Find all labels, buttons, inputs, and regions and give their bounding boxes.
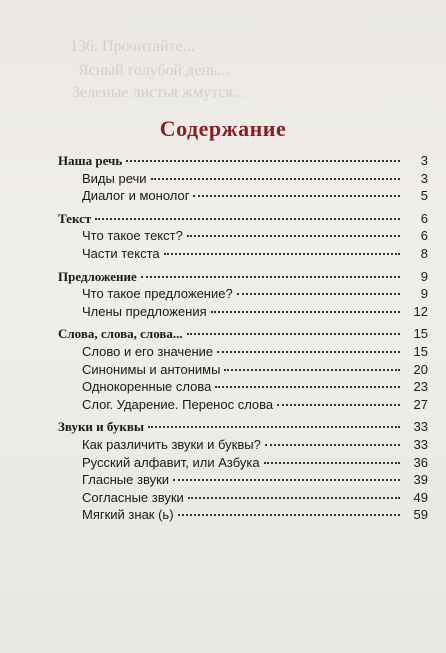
page-number: 49: [413, 489, 428, 505]
page-number: 33: [413, 436, 428, 452]
page-number: 3: [420, 153, 428, 168]
toc-section: [58, 418, 428, 524]
page-number: 39: [413, 472, 428, 488]
dot-leader: [164, 253, 400, 255]
dot-leader: [264, 462, 400, 464]
toc-entry: [58, 436, 428, 454]
entry-title: Синонимы и антонимы: [82, 361, 221, 377]
page-number: 27: [413, 396, 428, 412]
entry-title: Однокоренные слова: [82, 379, 212, 395]
section-title: Слова, слова, слова...: [58, 326, 183, 342]
toc-entry: [58, 489, 428, 507]
toc-section: [58, 325, 428, 413]
toc-section-heading: [58, 268, 428, 286]
toc-section: [58, 152, 428, 205]
page-number: 9: [420, 268, 428, 284]
entry-title: Что такое предложение?: [82, 286, 233, 302]
entry-title: Члены предложения: [82, 303, 207, 319]
toc-section-heading: [58, 418, 428, 436]
dot-leader: [187, 333, 400, 335]
page-number: 23: [413, 379, 428, 395]
section-title: Предложение: [58, 268, 137, 284]
dot-leader: [178, 514, 400, 516]
page-number: 12: [413, 303, 428, 319]
toc-entry: [58, 361, 428, 379]
page-number: 15: [413, 326, 428, 342]
toc-section: [58, 268, 428, 321]
page-number: 20: [413, 361, 428, 377]
entry-title: Русский алфавит, или Азбука: [82, 454, 260, 470]
toc-entry: [58, 343, 428, 361]
entry-title: Виды речи: [82, 170, 147, 186]
page-number: 59: [413, 507, 428, 523]
dot-leader: [211, 311, 400, 313]
toc-entry: [58, 506, 428, 524]
toc-entry: [58, 471, 428, 489]
toc-section-heading: [58, 210, 428, 228]
toc-entry: [58, 170, 428, 188]
dot-leader: [95, 218, 400, 220]
entry-title: Слог. Ударение. Перенос слова: [82, 396, 274, 412]
entry-title: Части текста: [82, 245, 160, 261]
toc-entry: [58, 187, 428, 205]
entry-title: Гласные звуки: [82, 472, 170, 488]
page-number: 6: [420, 228, 428, 244]
page-number: 15: [413, 343, 428, 359]
toc-entry: [58, 245, 428, 263]
dot-leader: [151, 178, 400, 180]
toc-section: [58, 210, 428, 263]
entry-title: Мягкий знак (ь): [82, 507, 174, 523]
dot-leader: [215, 386, 400, 388]
dot-leader: [126, 160, 400, 162]
entry-title: Согласные звуки: [82, 489, 184, 505]
dot-leader: [187, 235, 400, 237]
dot-leader: [188, 497, 400, 499]
page-number: 6: [420, 210, 428, 226]
dot-leader: [148, 426, 400, 428]
toc-entry: [58, 227, 428, 245]
page-number: 3: [420, 170, 428, 186]
toc-entry: [58, 303, 428, 321]
page-number: 9: [420, 286, 428, 302]
section-title: Звуки и буквы: [58, 419, 145, 435]
entry-title: Слово и его значение: [82, 343, 214, 359]
dot-leader: [193, 195, 400, 197]
entry-title: Как различить звуки и буквы?: [82, 436, 261, 452]
dot-leader: [265, 444, 400, 446]
dot-leader: [224, 369, 400, 371]
dot-leader: [217, 351, 400, 353]
section-title: Текст: [58, 210, 92, 226]
entry-title: Что такое текст?: [82, 228, 183, 244]
page-title: Содержание: [159, 116, 287, 141]
toc-entry: [58, 378, 428, 396]
page-number: 8: [420, 245, 428, 261]
section-title: Наша речь: [58, 153, 123, 168]
bleed-through-text: Ясный голубой день...: [78, 62, 230, 79]
page-number: 5: [420, 188, 428, 204]
toc-entry: [58, 285, 428, 303]
dot-leader: [277, 404, 400, 406]
page-number: 36: [413, 454, 428, 470]
dot-leader: [173, 479, 400, 481]
dot-leader: [141, 276, 400, 278]
toc-entry: [58, 396, 428, 414]
toc-section-heading: [58, 152, 428, 170]
table-of-contents: [58, 152, 428, 529]
toc-entry: [58, 454, 428, 472]
toc-section-heading: [58, 325, 428, 343]
entry-title: Диалог и монолог: [82, 188, 190, 204]
bleed-through-text: 136. Прочитайте...: [70, 38, 195, 55]
bleed-through-text: Зеленые листья жмутся...: [72, 84, 245, 101]
dot-leader: [237, 293, 400, 295]
page-number: 33: [413, 419, 428, 435]
